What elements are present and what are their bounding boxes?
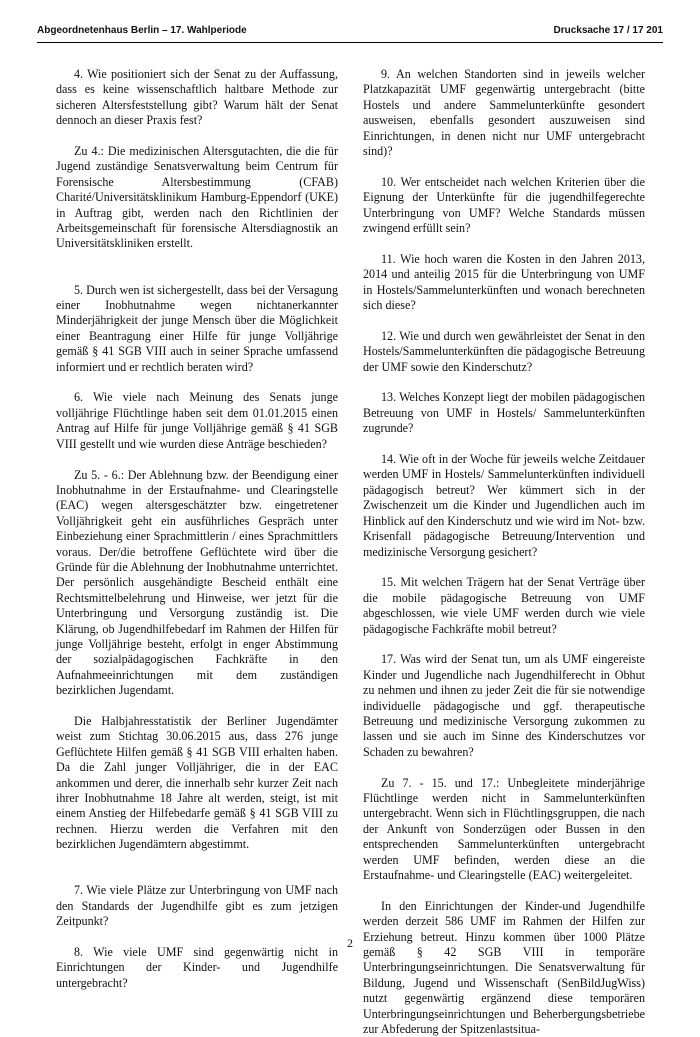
question-8: 8. Wie viele UMF sind gegenwärtig nicht in Einrichtungen der Kinder- und Jugendhilfe untergebracht?	[56, 945, 338, 990]
question-4: 4. Wie positioniert sich der Senat zu der Auffassung, dass es keine wissenschaftlich haltbare Methode zur sicheren Altersfeststellung gibt? Warum hält der Senat dennoch an dieser Praxis fest?	[56, 67, 338, 128]
answer-7-17: Zu 7. - 15. und 17.: Unbegleitete minderjährige Flüchtlinge werden nicht in Sammelunterkünften untergebracht. Wenn sich in Flüchtlingsgruppen, die nach der Ankunft von Sonderzügen oder Bussen in den entsprechenden Sammelunterkünften untergebracht werden UMF befinden, werden diese an die Erstaufnahme- und Clearingstelle (EAC) weitergeleitet.	[363, 775, 645, 882]
question-7: 7. Wie viele Plätze zur Unterbringung von UMF nach den Standards der Jugendhilfe gibt es zum jetzigen Zeitpunkt?	[56, 883, 338, 929]
question-12: 12. Wie und durch wen gewährleistet der Senat in den Hostels/Sammelunterkünften die pädagogische Betreuung der UMF sowie den Kinderschutz?	[363, 328, 645, 374]
question-13: 13. Welches Konzept liegt der mobilen pädagogischen Betreuung von UMF in Hostels/ Sammelunterkünften zugrunde?	[363, 390, 645, 436]
answer-5-6: Zu 5. - 6.: Der Ablehnung bzw. der Beendigung einer Inobhutnahme in der Erstaufnahme- und Clearingstelle (EAC) wegen altersgeschätzter bzw. eingetretener Volljährigkeit geht ein ausführliches Gespräch unter Einbeziehung einer Sprachmittlerin / eines Sprachmittlers voraus. Der/die betroffene Geflüchtete wird über die Gründe für die Ablehnung der Inobhutnahme unterrichtet. Der persönlich ausgehändigte Bescheid enthält eine Rechtsmittelbelehrung und Hinweise, wer jetzt für die Unterbringung und Versorgung zuständig ist. Die Klärung, ob Jugendhilfebedarf im Rahmen der Hilfen für junge Volljährige besteht, erfolgt in enger Abstimmung der sozialpädagogischen Fachkräfte in den Aufnahmeeinrichtungen mit dem zuständigen bezirklichen Jugendamt.	[56, 467, 338, 698]
header-document-number: Drucksache 17 / 17 201	[553, 25, 663, 36]
question-14: 14. Wie oft in der Woche für jeweils welche Zeitdauer werden UMF in Hostels/ Sammelunterkünften individuell pädagogisch betreut? Wer kümmert sich in der Zwischenzeit um die Kinder und Jugendlichen auch im Hinblick auf den Kinderschutz und wie wird im Not- bzw. Krisenfall pädagogische Betreuung/Intervention und medizinische Versorgung gesichert?	[363, 452, 646, 559]
question-11: 11. Wie hoch waren die Kosten in den Jahren 2013, 2014 und anteilig 2015 für die Unterbringung von UMF in Hostels/Sammelunterkünften und wonach berechneten sich diese?	[363, 251, 645, 313]
right-column	[363, 67, 645, 1037]
question-9: 9. An welchen Standorten sind in jeweils welcher Platzkapazität UMF gegenwärtig untergebracht (bitte Hostels und andere Sammelunterkünfte gesondert ausweisen, ebenfalls gesondert auszuweisen sind Einrichtungen, in denen nicht nur UMF untergebracht sind)?	[363, 67, 645, 159]
answer-4: Zu 4.: Die medizinischen Altersgutachten, die die für Jugend zuständige Senatsverwaltung beim Centrum für Forensische Altersbestimmung (CFAB) Charité/Universitätsklinikum Hamburg-Eppendorf (UKE) in Auftrag gibt, werden nach den Richtlinien der Arbeitsgemeinschaft für forensische Altersdiagnostik an Universitätskliniken erstellt.	[56, 144, 338, 251]
answer-5-6-statistics: Die Halbjahresstatistik der Berliner Jugendämter weist zum Stichtag 30.06.2015 aus, dass 276 junge Geflüchtete Hilfen gemäß § 41 SGB VIII erhalten haben. Da die Zahl junger Volljähriger, die in der EAC ankommen und derer, die innerhalb sehr kurzer Zeit nach ihrer Inobhutnahme 18 Jahre alt werden, steigt, ist mit einem Anstieg der Hilfebedarfe gemäß § 41 SGB VIII zu rechnen. Hierzu werden die Verfahren mit den bezirklichen Jugendämtern abgestimmt.	[56, 713, 338, 852]
header-publication: Abgeordnetenhaus Berlin – 17. Wahlperiode	[37, 25, 247, 36]
question-10: 10. Wer entscheidet nach welchen Kriterien über die Eignung der Unterkünfte für die jugendhilfegerechte Unterbringung von UMF? Welche Standards müssen zwingend erfüllt sein?	[363, 174, 645, 236]
question-5: 5. Durch wen ist sichergestellt, dass bei der Versagung einer Inobhutnahme wegen nichtanerkannter Minderjährigkeit der junge Mensch über die Möglichkeit einer Beantragung einer Hilfe für junge Volljährige gemäß § 41 SGB VIII auch in seiner Sprache umfassend informiert und er rechtlich beraten wird?	[56, 282, 338, 374]
question-17: 17. Was wird der Senat tun, um als UMF eingereiste Kinder und Jugendliche nach Jugendhilferecht in Obhut zu nehmen und ihnen zu jeder Zeit die für sie notwendige individuelle pädagogische und ggf. therapeutische Betreuung und medizinische Versorgung zukommen zu lassen und sie auch im Sinne des Kinderschutzes vor Schaden zu bewahren?	[363, 652, 645, 759]
question-6: 6. Wie viele nach Meinung des Senats junge volljährige Flüchtlinge haben seit dem 01.01.2015 einen Antrag auf Hilfe für junge Volljährige gemäß § 41 SGB VIII gestellt und wie wurden diese Anträge beschieden?	[56, 390, 338, 451]
answer-7-17-facilities: In den Einrichtungen der Kinder-und Jugendhilfe werden derzeit 586 UMF im Rahmen der Hilfen zur Erziehung betreut. Hinzu kommen über 1000 Plätze gemäß § 42 SGB VIII in temporäre Unterbringungseinrichtungen. Die Senatsverwaltung für Bildung, Jugend und Wissenschaft (SenBildJugWiss) nutzt gegenwärtig ergänzend diese temporären Unterbringungseinrichtungen und Beherbergungsbetriebe zur Abfederung der Spitzenlastsitua-	[363, 898, 645, 1037]
left-column	[56, 67, 338, 991]
page-header	[37, 24, 663, 43]
question-15: 15. Mit welchen Trägern hat der Senat Verträge über die mobile pädagogische Betreuung von UMF abgeschlossen, wie viele UMF werden durch wie viele pädagogische Fachkräfte mobil betreut?	[363, 575, 645, 636]
page-number: 2	[347, 936, 353, 950]
